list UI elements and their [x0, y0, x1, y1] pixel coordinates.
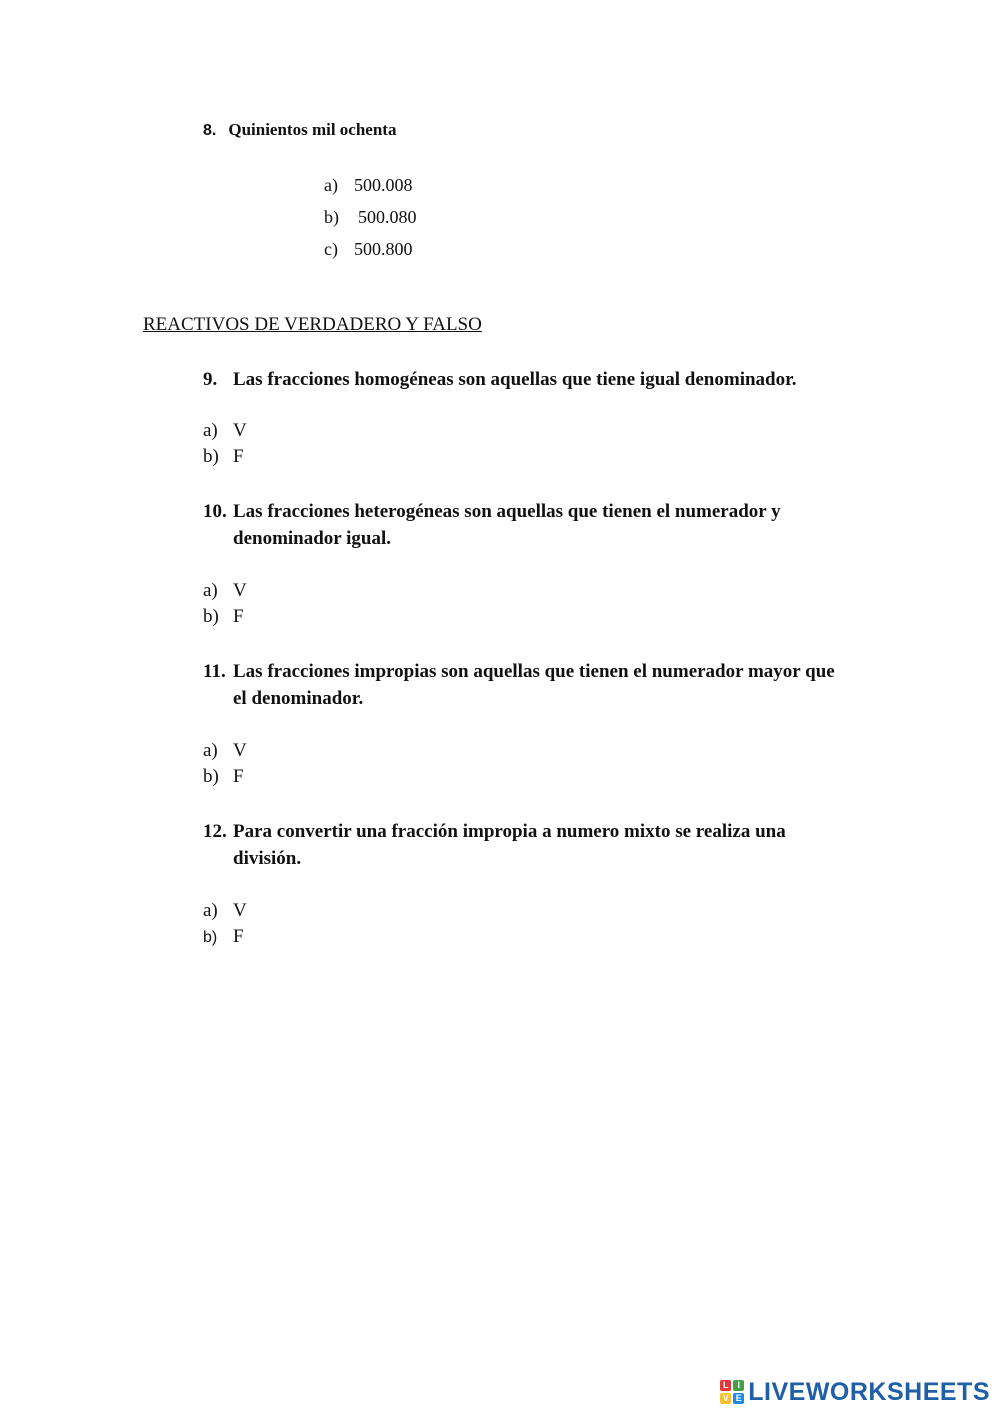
question-text: Quinientos mil ochenta — [228, 120, 397, 139]
question-number: 11. — [203, 661, 226, 682]
option-label: b) — [203, 446, 219, 467]
option-9a[interactable] — [203, 420, 247, 442]
option-label: b) — [203, 766, 219, 787]
option-label: a) — [203, 420, 218, 441]
question-number: 9. — [203, 369, 218, 390]
option-label: b) — [203, 929, 218, 946]
option-8a[interactable] — [324, 175, 413, 196]
option-8b[interactable] — [324, 207, 417, 228]
question-number: 8. — [203, 122, 217, 139]
option-11b[interactable] — [203, 766, 244, 788]
option-text: F — [233, 766, 244, 787]
option-9b[interactable] — [203, 446, 244, 468]
option-12b[interactable] — [203, 926, 244, 948]
option-10a[interactable] — [203, 580, 247, 602]
question-12 — [203, 818, 863, 874]
option-label: a) — [203, 900, 218, 921]
option-11a[interactable] — [203, 740, 247, 762]
option-text: V — [233, 580, 247, 601]
logo-letter: E — [733, 1393, 744, 1404]
section-heading: REACTIVOS DE VERDADERO Y FALSO — [143, 314, 482, 335]
logo-letter: I — [733, 1380, 744, 1391]
option-label: a) — [203, 580, 218, 601]
option-10b[interactable] — [203, 606, 244, 628]
logo-letter: V — [720, 1393, 731, 1404]
option-text: 500.080 — [358, 207, 417, 227]
option-label: c) — [324, 239, 338, 259]
question-10 — [203, 498, 863, 554]
option-text: V — [233, 740, 247, 761]
liveworksheets-icon — [720, 1380, 744, 1404]
option-label: a) — [203, 740, 218, 761]
question-11 — [203, 658, 863, 714]
question-8 — [203, 120, 396, 140]
option-label: b) — [324, 207, 339, 227]
option-12a[interactable] — [203, 900, 247, 922]
liveworksheets-logo — [720, 1377, 990, 1407]
question-text: Para convertir una fracción impropia a numero mixto se realiza una división. — [233, 821, 786, 869]
option-label: b) — [203, 606, 219, 627]
question-text: Las fracciones homogéneas son aquellas que tiene igual denominador. — [233, 369, 797, 390]
brand-text: LIVEWORKSHEETS — [748, 1377, 990, 1406]
question-text: Las fracciones impropias son aquellas que tienen el numerador mayor que el denominador. — [233, 661, 835, 709]
question-number: 12. — [203, 821, 227, 842]
option-label: a) — [324, 175, 338, 195]
option-8c[interactable] — [324, 239, 413, 260]
option-text: F — [233, 926, 244, 947]
question-9 — [203, 366, 863, 396]
option-text: 500.008 — [354, 175, 413, 195]
option-text: F — [233, 606, 244, 627]
question-number: 10. — [203, 501, 227, 522]
option-text: V — [233, 900, 247, 921]
question-text: Las fracciones heterogéneas son aquellas que tienen el numerador y denominador igual. — [233, 501, 781, 549]
option-text: 500.800 — [354, 239, 413, 259]
option-text: F — [233, 446, 244, 467]
logo-letter: L — [720, 1380, 731, 1391]
option-text: V — [233, 420, 247, 441]
